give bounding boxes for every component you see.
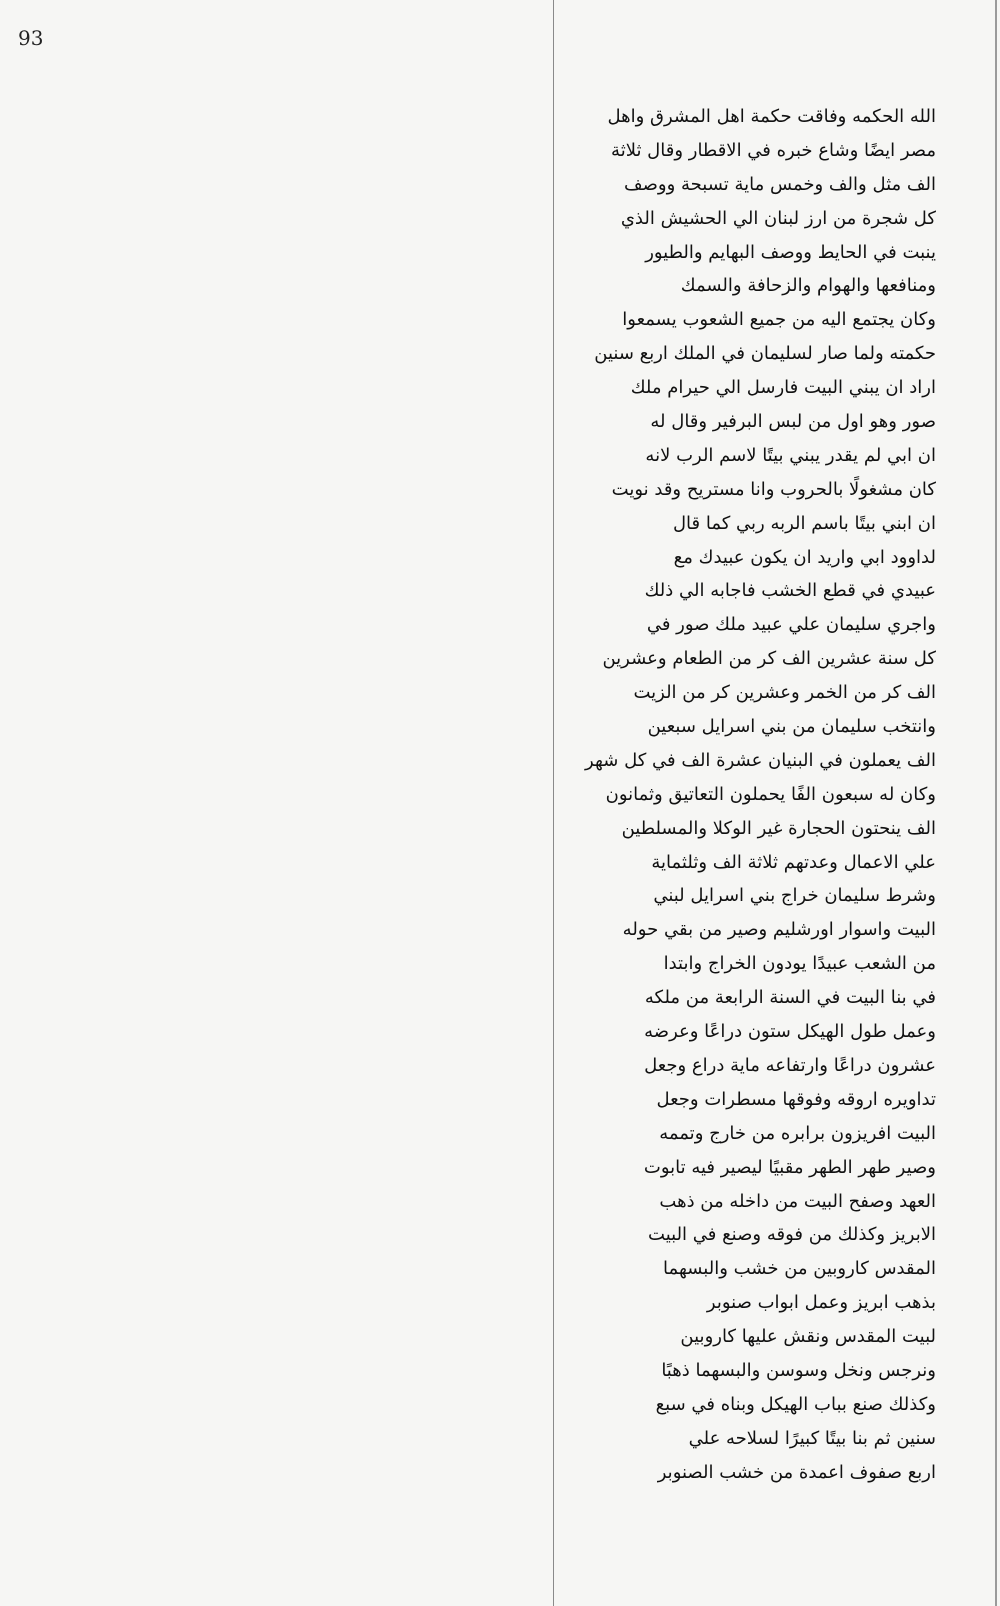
text-line: تداويره اروقه وفوقها مسطرات وجعل: [656, 1088, 936, 1110]
text-line: مصر ايضًا وشاع خبره في الاقطار وقال ثلاثة: [611, 139, 936, 161]
text-line: ان ابني بيتًا باسم الربه ربي كما قال: [672, 512, 936, 534]
text-line: حكمته ولما صار لسليمان في الملك اربع سنين: [594, 343, 936, 365]
text-line: وكان له سبعون الفًا يحملون التعاتيق وثمانون: [605, 783, 936, 805]
text-line: وصير طهر الطهر مقبيًا ليصير فيه تابوت: [643, 1156, 936, 1178]
text-line: وانتخب سليمان من بني اسرايل سبعين: [647, 716, 936, 738]
margin-rule-right: [995, 0, 997, 1606]
text-line: عبيدي في قطع الخشب فاجابه الي ذلك: [644, 580, 936, 602]
text-line: البيت افريزون برابره من خارج وتممه: [659, 1122, 936, 1144]
text-line: كان مشغولًا بالحروب وانا مستريح وقد نويت: [611, 478, 936, 500]
text-line: صور وهو اول من لبس البرفير وقال له: [650, 411, 936, 433]
text-line: كل شجرة من ارز لبنان الي الحشيش الذي: [620, 207, 936, 229]
text-line: ومنافعها والهوام والزحافة والسمك: [680, 275, 936, 297]
text-line: اراد ان يبني البيت فارسل الي حيرام ملك: [630, 377, 936, 399]
text-line: وكان يجتمع اليه من جميع الشعوب يسمعوا: [622, 309, 936, 331]
text-line: لبيت المقدس ونقش عليها كاروبين: [680, 1326, 936, 1348]
text-line: وعمل طول الهيكل ستون دراعًا وعرضه: [644, 1021, 936, 1043]
text-line: في بنا البيت في السنة الرابعة من ملكه: [644, 987, 936, 1009]
text-line: الابريز وكذلك من فوقه وصنع في البيت: [648, 1224, 936, 1246]
text-line: المقدس كاروبين من خشب والبسهما: [663, 1258, 936, 1280]
text-line: ينبت في الحايط ووصف البهايم والطيور: [645, 241, 936, 263]
text-line: ان ابي لم يقدر يبني بيتًا لاسم الرب لانه: [645, 444, 936, 466]
text-line: الف مثل والف وخمس ماية تسبحة ووصف: [624, 173, 936, 195]
text-line: واجري سليمان علي عبيد ملك صور في: [646, 614, 936, 636]
text-line: بذهب ابريز وعمل ابواب صنوبر: [706, 1292, 936, 1314]
text-line: وشرط سليمان خراج بني اسرايل لبني: [653, 885, 936, 907]
text-column: [524, 100, 936, 1490]
text-line: من الشعب عبيدًا يودون الخراج وابتدا: [663, 953, 936, 975]
text-line: سنين ثم بنا بيتًا كبيرًا لسلاحه علي: [688, 1427, 936, 1449]
text-line: اربع صفوف اعمدة من خشب الصنوبر: [657, 1461, 936, 1483]
text-line: لداوود ابي واريد ان يكون عبيدك مع: [673, 546, 936, 568]
text-line: الله الحكمه وفاقت حكمة اهل المشرق واهل: [607, 106, 936, 127]
text-line: الف يعملون في البنيان عشرة الف في كل شهر: [585, 749, 936, 771]
text-line: ونرجس ونخل وسوسن والبسهما ذهبًا: [661, 1359, 936, 1381]
text-line: وكذلك صنع بباب الهيكل وبناه في سبع: [655, 1393, 936, 1415]
text-line: علي الاعمال وعدتهم ثلاثة الف وثلثماية: [651, 851, 936, 873]
text-line: كل سنة عشرين الف كر من الطعام وعشرين: [602, 648, 936, 670]
text-line: العهد وصفح البيت من داخله من ذهب: [659, 1190, 936, 1212]
text-line: الف ينحتون الحجارة غير الوكلا والمسلطين: [621, 817, 936, 839]
text-line: الف كر من الخمر وعشرين كر من الزيت: [633, 682, 936, 704]
page-number: 93: [18, 26, 44, 50]
text-line: عشرون دراعًا وارتفاعه ماية دراع وجعل: [644, 1054, 936, 1076]
text-line: البيت واسوار اورشليم وصير من بقي حوله: [622, 919, 936, 941]
